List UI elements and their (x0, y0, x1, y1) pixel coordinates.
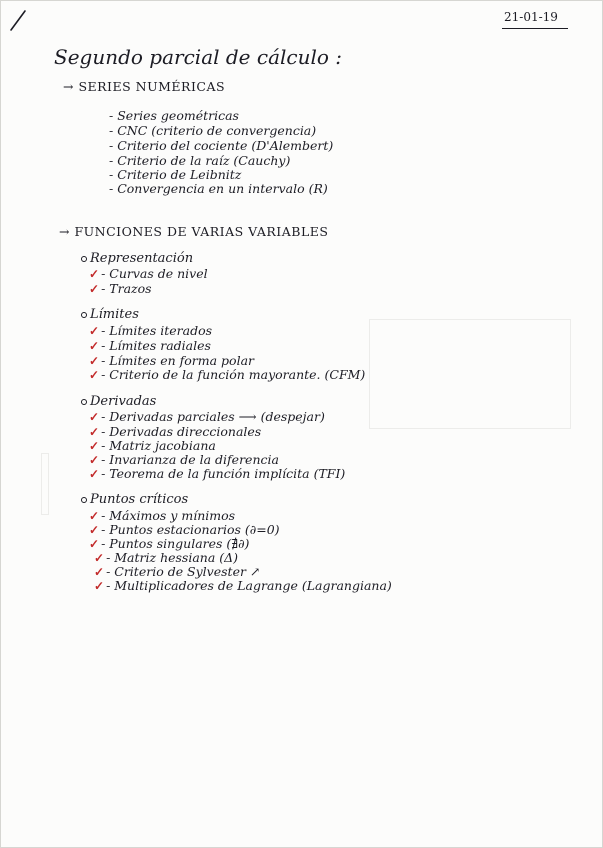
bullet-icon (81, 399, 87, 405)
margin-slash-mark (5, 7, 29, 33)
check-mark-icon: ✓ (89, 425, 100, 439)
section-heading-series: → SERIES NUMÉRICAS (63, 79, 226, 94)
bleed-through-box (369, 319, 571, 429)
list-item: ✓ - Puntos estacionarios (∂=0) (89, 522, 280, 537)
list-item: - Criterio del cociente (D'Alembert) (109, 138, 334, 153)
check-mark-icon: ✓ (89, 537, 100, 551)
check-mark-icon: ✓ (89, 354, 100, 368)
check-mark-icon: ✓ (89, 267, 100, 281)
date-underline (502, 28, 568, 29)
list-item: ✓ - Criterio de Sylvester ↗ (94, 564, 261, 579)
list-item: ✓ - Criterio de la función mayorante. (CFM) (89, 367, 366, 382)
list-item: ✓ - Límites radiales (89, 338, 211, 353)
list-item: ✓ - Derivadas direccionales (89, 424, 262, 439)
date: 21-01-19 (504, 10, 558, 24)
list-item: ✓ - Puntos singulares (∄∂) (89, 536, 250, 551)
group-title-derivadas: Derivadas (81, 394, 156, 409)
list-item: ✓ - Matriz jacobiana (89, 438, 216, 453)
bullet-icon (81, 312, 87, 318)
list-item: ✓ - Teorema de la función implícita (TFI) (89, 466, 346, 481)
page-title: Segundo parcial de cálculo : (54, 45, 342, 69)
list-item: ✓ - Trazos (89, 281, 152, 296)
check-mark-icon: ✓ (89, 410, 100, 424)
list-item: - Criterio de la raíz (Cauchy) (109, 153, 291, 168)
check-mark-icon: ✓ (89, 339, 100, 353)
check-mark-icon: ✓ (89, 439, 100, 453)
group-title-limites: Límites (81, 307, 139, 322)
list-item: - Criterio de Leibnitz (109, 167, 242, 182)
check-mark-icon: ✓ (94, 565, 105, 579)
check-mark-icon: ✓ (89, 453, 100, 467)
list-item: ✓ - Máximos y mínimos (89, 508, 236, 523)
list-item: ✓ - Límites iterados (89, 323, 213, 338)
list-item: - CNC (criterio de convergencia) (109, 123, 317, 138)
check-mark-icon: ✓ (94, 579, 105, 593)
list-item: - Series geométricas (109, 108, 239, 123)
check-mark-icon: ✓ (89, 467, 100, 481)
list-item: ✓ - Matriz hessiana (Δ) (94, 550, 239, 565)
check-mark-icon: ✓ (89, 368, 100, 382)
group-title-puntos-criticos: Puntos críticos (81, 492, 188, 507)
bullet-icon (81, 256, 87, 262)
check-mark-icon: ✓ (89, 523, 100, 537)
group-title-representacion: Representación (81, 251, 193, 266)
list-item: ✓ - Límites en forma polar (89, 353, 254, 368)
check-mark-icon: ✓ (94, 551, 105, 565)
section-heading-functions: → FUNCIONES DE VARIAS VARIABLES (59, 224, 329, 239)
list-item: ✓ - Curvas de nivel (89, 266, 208, 281)
check-mark-icon: ✓ (89, 282, 100, 296)
list-item: ✓ - Invarianza de la diferencia (89, 452, 279, 467)
check-mark-icon: ✓ (89, 509, 100, 523)
list-item: - Convergencia en un intervalo (R) (109, 181, 328, 196)
bleed-through-mark (41, 453, 49, 515)
check-mark-icon: ✓ (89, 324, 100, 338)
list-item: ✓ - Derivadas parciales ⟶ (despejar) (89, 409, 325, 424)
list-item: ✓ - Multiplicadores de Lagrange (Lagrangiana) (94, 578, 392, 593)
bullet-icon (81, 497, 87, 503)
